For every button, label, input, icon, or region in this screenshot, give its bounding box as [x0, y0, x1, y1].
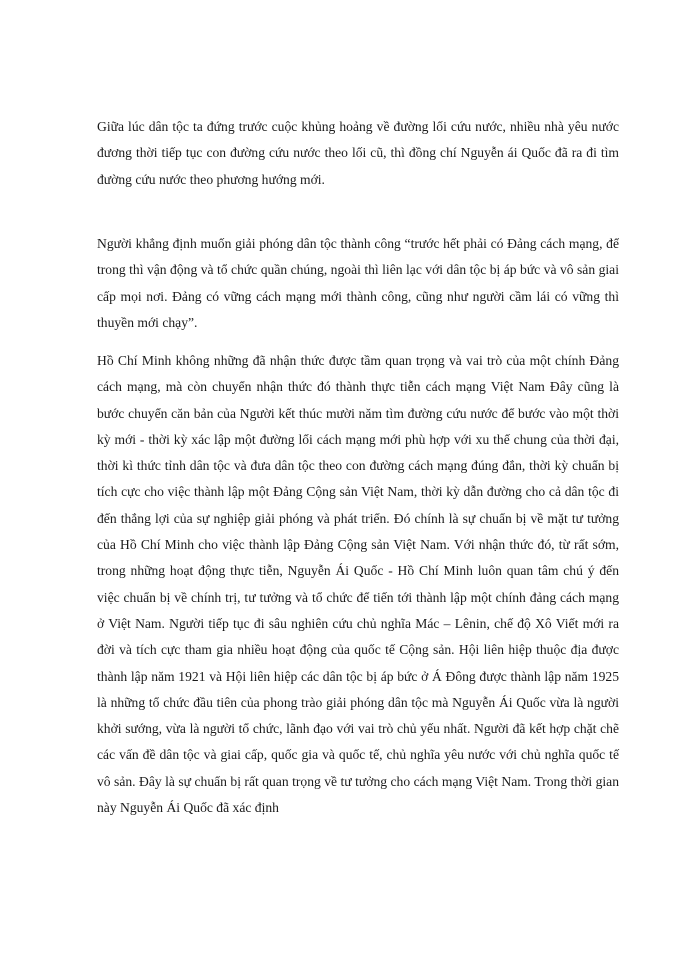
- paragraph-quote: Người khẳng định muốn giải phóng dân tộc thành công “trước hết phải có Đảng cách mạng, để trong thì vận động và tổ chức quần chúng, ngoài thì liên lạc với dân tộc bị áp bức và vô sản giai cấp mọi nơi. Đảng có vững cách mạng mới thành công, cũng như người cầm lái có vững thì thuyền mới chạy”.: [97, 236, 619, 330]
- paragraph-body: Hồ Chí Minh không những đã nhận thức được tầm quan trọng và vai trò của một chính Đảng cách mạng, mà còn chuyển nhận thức đó thành thực tiễn cách mạng Việt Nam Đây cũng là bước chuyển căn bản của Người kết thúc mười năm tìm đường cứu nước để bước vào một thời kỳ mới - thời kỳ xác lập một đường lối cách mạng mới phù hợp với xu thế chung của thời đại, thời kì thức tỉnh dân tộc và đưa dân tộc theo con đường cách mạng đúng đắn, thời kỳ chuẩn bị tích cực cho việc thành lập một Đảng Cộng sản Việt Nam, thời kỳ dẫn đường cho cả dân tộc đi đến thắng lợi của sự nghiệp giải phóng và phát triển. Đó chính là sự chuẩn bị về mặt tư tưởng của Hồ Chí Minh cho việc thành lập Đảng Cộng sản Việt Nam. Với nhận thức đó, từ rất sớm, trong những hoạt động thực tiễn, Nguyễn Ái Quốc - Hồ Chí Minh luôn quan tâm chú ý đến việc chuẩn bị về chính trị, tư tưởng và tổ chức để tiến tới thành lập một chính đảng cách mạng ở Việt Nam. Người tiếp tục đi sâu nghiên cứu chủ nghĩa Mác – Lênin, chế độ Xô Viết mới ra đời và tích cực tham gia nhiều hoạt động của quốc tế Cộng sản. Hội liên hiệp thuộc địa được thành lập năm 1921 và Hội liên hiệp các dân tộc bị áp bức ở Á Đông được thành lập năm 1925 là những tổ chức đầu tiên của phong trào giải phóng dân tộc mà Nguyễn Ái Quốc vừa là người khởi sướng, vừa là người tổ chức, lãnh đạo với vai trò chủ yếu nhất. Người đã kết hợp chặt chẽ các vấn đề dân tộc và giai cấp, quốc gia và quốc tế, chủ nghĩa yêu nước với chủ nghĩa quốc tế vô sản. Đây là sự chuẩn bị rất quan trọng về tư tưởng cho cách mạng Việt Nam. Trong thời gian này Nguyễn Ái Quốc đã xác định: [97, 353, 619, 816]
- paragraph-intro: Giữa lúc dân tộc ta đứng trước cuộc khủng hoảng về đường lối cứu nước, nhiều nhà yêu nước đương thời tiếp tục con đường cứu nước theo lối cũ, thì đồng chí Nguyễn ái Quốc đã ra đi tìm đường cứu nước theo phương hướng mới.: [97, 119, 619, 187]
